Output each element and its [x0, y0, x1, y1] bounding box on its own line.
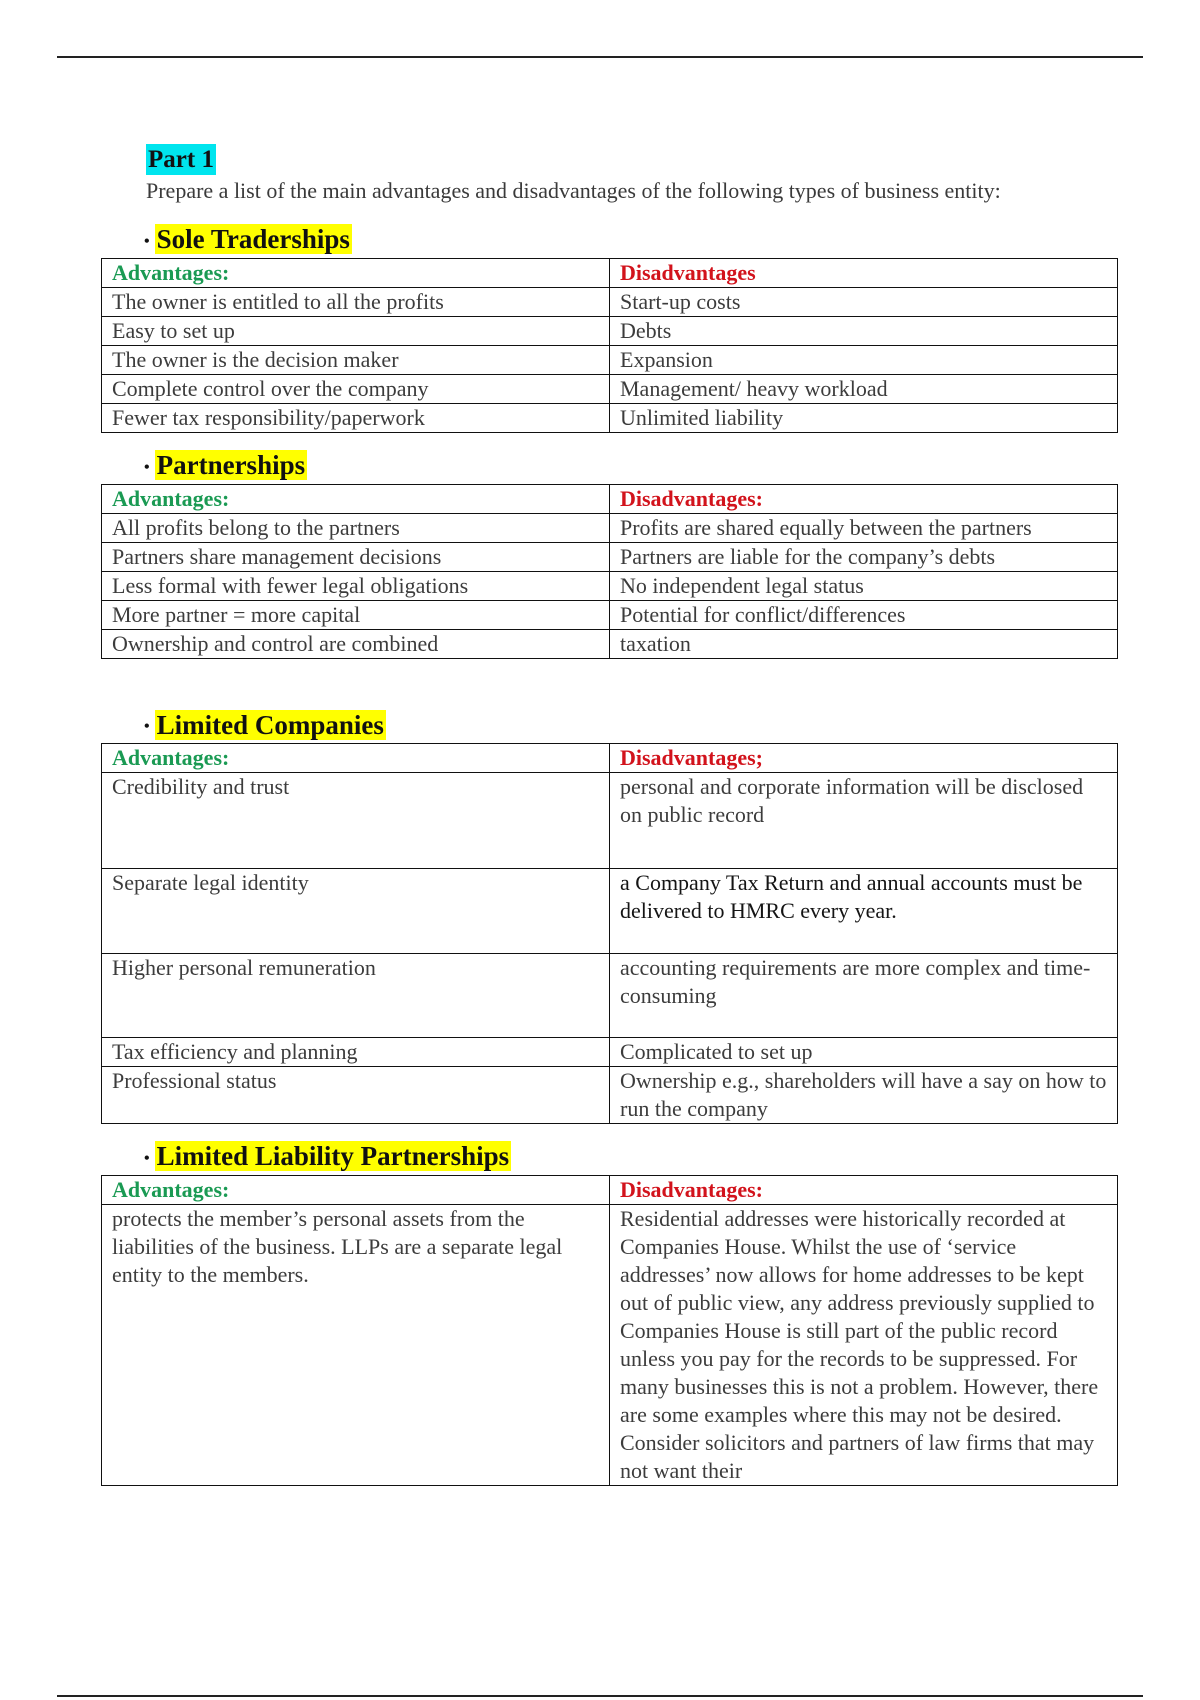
- bullet-icon: •: [144, 232, 150, 250]
- table-row: [102, 773, 1118, 869]
- table-row: [102, 287, 1118, 316]
- disadvantage-cell: Expansion: [610, 345, 1118, 374]
- document-body: [101, 144, 1118, 1486]
- advantage-cell: Ownership and control are combined: [102, 629, 610, 658]
- section-heading-label: Sole Traderships: [156, 224, 350, 254]
- bullet-icon: •: [144, 458, 150, 476]
- table-header-row: [102, 1176, 1118, 1205]
- bullet-icon: •: [144, 1150, 150, 1168]
- section-heading-label: Limited Companies: [156, 709, 384, 740]
- advantage-cell: Fewer tax responsibility/paperwork: [102, 403, 610, 432]
- table-header-row: [102, 258, 1118, 287]
- disadvantages-header: Disadvantages:: [610, 484, 1118, 513]
- section-heading-partnerships: [144, 449, 1118, 484]
- advantages-header: Advantages:: [102, 484, 610, 513]
- part-title: Part 1: [148, 146, 214, 173]
- advantage-cell: All profits belong to the partners: [102, 513, 610, 542]
- table-row: [102, 316, 1118, 345]
- disadvantage-cell: Management/ heavy workload: [610, 374, 1118, 403]
- disadvantage-cell: Start-up costs: [610, 287, 1118, 316]
- section-heading-limited-companies: [144, 709, 1118, 744]
- table-row: [102, 345, 1118, 374]
- disadvantages-header: Disadvantages:: [610, 1176, 1118, 1205]
- section-heading-sole-traderships: [144, 223, 1118, 258]
- advantage-cell: More partner = more capital: [102, 600, 610, 629]
- disadvantages-header: Disadvantages: [610, 258, 1118, 287]
- advantage-cell: The owner is entitled to all the profits: [102, 287, 610, 316]
- disadvantage-cell: Complicated to set up: [610, 1038, 1118, 1067]
- advantage-cell: Partners share management decisions: [102, 542, 610, 571]
- disadvantage-cell: Unlimited liability: [610, 403, 1118, 432]
- advantage-cell: The owner is the decision maker: [102, 345, 610, 374]
- disadvantage-cell: taxation: [610, 629, 1118, 658]
- table-row: [102, 629, 1118, 658]
- section-heading-label: Partnerships: [156, 449, 306, 480]
- advantage-cell: Credibility and trust: [102, 773, 610, 869]
- table-header-row: [102, 484, 1118, 513]
- advantage-cell: Complete control over the company: [102, 374, 610, 403]
- disadvantage-cell: personal and corporate information will be disclosed on public record: [610, 773, 1118, 869]
- disadvantage-cell: Ownership e.g., shareholders will have a say on how to run the company: [610, 1067, 1118, 1124]
- disadvantage-cell: a Company Tax Return and annual accounts must be delivered to HMRC every year.: [610, 869, 1118, 954]
- advantage-cell: Easy to set up: [102, 316, 610, 345]
- disadvantages-header: Disadvantages;: [610, 744, 1118, 773]
- table-row: [102, 954, 1118, 1038]
- table-limited-companies: [101, 743, 1118, 1124]
- table-row: [102, 1205, 1118, 1486]
- disadvantage-cell: Profits are shared equally between the partners: [610, 513, 1118, 542]
- table-header-row: [102, 744, 1118, 773]
- disadvantage-cell: Residential addresses were historically recorded at Companies House. Whilst the use of ‘service addresses’ now allows for home addresses to be kept out of public view, any address previously supplied to Companies House is still part of the public record unless you pay for the records to be suppressed. For many businesses this is not a problem. However, there are some examples where this may not be desired. Consider solicitors and partners of law firms that may not want their: [610, 1205, 1118, 1486]
- section-heading-label: Limited Liability Partnerships: [156, 1141, 510, 1172]
- disadvantage-cell: accounting requirements are more complex and time-consuming: [610, 954, 1118, 1038]
- advantage-cell: Tax efficiency and planning: [102, 1038, 610, 1067]
- advantage-cell: Less formal with fewer legal obligations: [102, 571, 610, 600]
- table-row: [102, 1067, 1118, 1124]
- advantage-cell: Professional status: [102, 1067, 610, 1124]
- table-row: [102, 1038, 1118, 1067]
- table-sole-traderships: [101, 258, 1118, 433]
- advantages-header: Advantages:: [102, 744, 610, 773]
- advantage-cell: protects the member’s personal assets from the liabilities of the business. LLPs are a separate legal entity to the members.: [102, 1205, 610, 1486]
- table-partnerships: [101, 484, 1118, 659]
- table-llp: [101, 1175, 1118, 1486]
- bullet-icon: •: [144, 718, 150, 736]
- footer-rule: [57, 1695, 1143, 1697]
- intro-text: Prepare a list of the main advantages and disadvantages of the following types of business entity:: [146, 178, 1001, 203]
- table-row: [102, 403, 1118, 432]
- header-rule: [57, 56, 1143, 58]
- table-row: [102, 571, 1118, 600]
- table-row: [102, 374, 1118, 403]
- advantages-header: Advantages:: [102, 1176, 610, 1205]
- table-row: [102, 600, 1118, 629]
- advantage-cell: Separate legal identity: [102, 869, 610, 954]
- section-heading-llp: [144, 1140, 1118, 1175]
- table-row: [102, 542, 1118, 571]
- advantages-header: Advantages:: [102, 258, 610, 287]
- disadvantage-cell: Debts: [610, 316, 1118, 345]
- disadvantage-cell: Potential for conflict/differences: [610, 600, 1118, 629]
- advantage-cell: Higher personal remuneration: [102, 954, 610, 1038]
- disadvantage-cell: Partners are liable for the company’s debts: [610, 542, 1118, 571]
- table-row: [102, 869, 1118, 954]
- disadvantage-cell: No independent legal status: [610, 571, 1118, 600]
- table-row: [102, 513, 1118, 542]
